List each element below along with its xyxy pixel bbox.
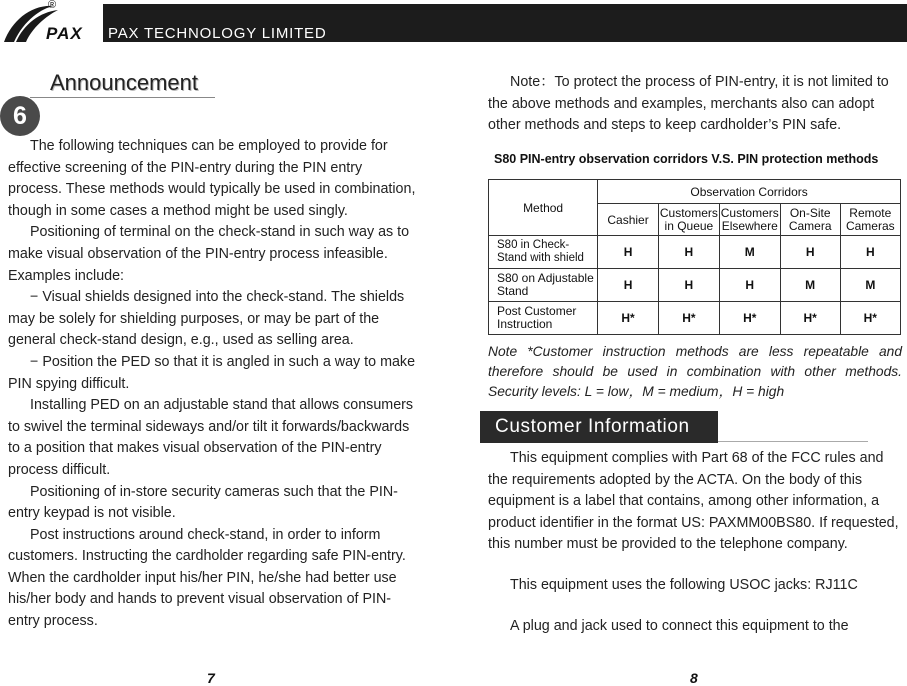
table-cell: H* (658, 302, 719, 335)
company-name: PAX TECHNOLOGY LIMITED (108, 25, 327, 42)
table-row (489, 236, 901, 269)
customer-info-text (488, 448, 904, 637)
customer-information-heading: Customer Information (480, 411, 718, 443)
table-cell: H (780, 236, 840, 269)
column-header: Cashier (598, 204, 659, 236)
table-row (489, 269, 901, 302)
column-header: Customers Elsewhere (719, 204, 780, 236)
paragraph: This equipment uses the following USOC jacks: RJ11C (510, 576, 858, 593)
table-cell: H* (840, 302, 900, 335)
table-cell: H (840, 236, 900, 269)
paragraph: This equipment complies with Part 68 of the FCC rules and the requirements adopted by the ACTA. On the body of this equipment is a label that contains, among other information, a product identifier in the format US: PAXMM00BS80. If requested, this number must be provided to the telephone company. (488, 450, 899, 553)
paragraph: A plug and jack used to connect this equipment to the (510, 617, 849, 634)
paragraph: − Position the PED so that it is angled in such a way to make PIN spying difficult. (8, 353, 416, 392)
paragraph: Installing PED on an adjustable stand that allows consumers to swivel the terminal sideways and/or tilt it forwards/backwards to a position that makes visual observation of the PIN-entry process difficult. (8, 397, 414, 478)
table-cell: M (719, 236, 780, 269)
table-cell: H* (719, 302, 780, 335)
column-header: Remote Cameras (840, 204, 900, 236)
section-title: Announcement (50, 70, 198, 95)
logo-text: PAX (46, 24, 83, 43)
paragraph: The following techniques can be employed to provide for effective screening of the PIN-entry during the PIN entry process. These methods would typically be used in combination, though in some cases a method might be used singly. (8, 138, 416, 219)
table-cell: H (598, 269, 659, 302)
corridor-table (488, 179, 901, 335)
table-row (489, 302, 901, 335)
table-cell: M (840, 269, 900, 302)
column-header: Customers in Queue (658, 204, 719, 236)
row-method: S80 in Check-Stand with shield (489, 236, 598, 269)
paragraph: Positioning of in-store security cameras such that the PIN-entry keypad is not visible. (8, 483, 398, 522)
paragraph: − Visual shields designed into the check-stand. The shields may be solely for shielding purposes, or may be part of the general check-stand design, e.g., used as selling area. (8, 289, 405, 349)
note-text: Note：To protect the process of PIN-entry, it is not limited to the above methods and examples, merchants also can adopt other methods and steps to keep cardholder’s PIN safe. (488, 74, 889, 134)
row-method: Post Customer Instruction (489, 302, 598, 335)
heading-rule (718, 441, 868, 442)
row-method: S80 on Adjustable Stand (489, 269, 598, 302)
table-footnote: Note *Customer instruction methods are less repeatable and therefore should be used in combination with other methods. Security levels: L = low，M = medium，H = high (488, 344, 902, 399)
section-number-badge: 6 (0, 96, 40, 136)
paragraph: Positioning of terminal on the check-stand in such way as to make visual observation of the PIN-entry process infeasible. Examples include: (8, 224, 410, 284)
table-cell: H (719, 269, 780, 302)
title-underline (30, 97, 215, 98)
page-number-right: 8 (690, 670, 698, 686)
column-header: On-Site Camera (780, 204, 840, 236)
note-paragraph (488, 72, 904, 137)
table-cell: H (598, 236, 659, 269)
table-title: S80 PIN-entry observation corridors V.S. PIN protection methods (494, 152, 879, 166)
table-cell: H* (598, 302, 659, 335)
left-body-text (8, 136, 418, 633)
table-cell: H (658, 269, 719, 302)
table-cell: H* (780, 302, 840, 335)
method-header: Method (489, 180, 598, 236)
table-cell: H (658, 236, 719, 269)
table-cell: M (780, 269, 840, 302)
registered-mark: ® (48, 0, 57, 11)
paragraph: Post instructions around check-stand, in order to inform customers. Instructing the cardholder regarding safe PIN-entry. When the cardholder input his/her PIN, he/she had better use his/her body and hands to prevent visual observation of PIN-entry process. (8, 526, 406, 630)
page-number-left: 7 (207, 670, 215, 686)
group-header: Observation Corridors (598, 180, 901, 204)
